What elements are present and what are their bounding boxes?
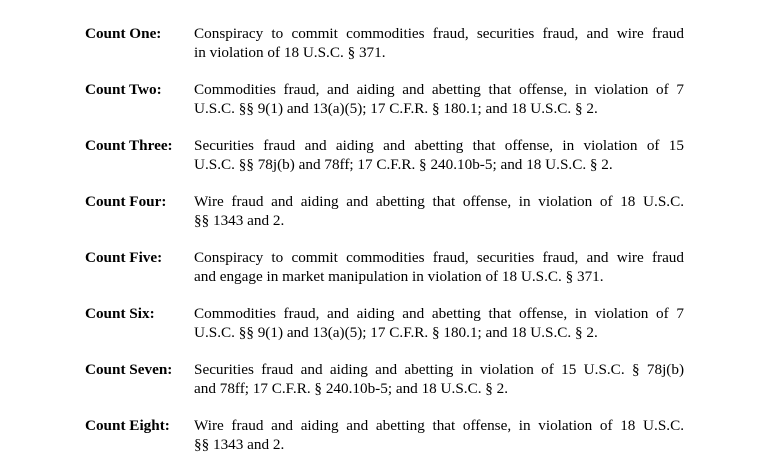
count-label: Count Four:	[85, 193, 167, 210]
count-description-line: Securities fraud and aiding and abetting that offense, in violation of 15	[194, 137, 684, 154]
count-label: Count One:	[85, 25, 162, 42]
count-description-line: Commodities fraud, and aiding and abetting that offense, in violation of 7	[194, 81, 684, 98]
count-description	[194, 304, 684, 342]
count-label: Count Seven:	[85, 361, 173, 378]
count-label: Count Five:	[85, 249, 163, 266]
count-row-two	[85, 80, 695, 136]
count-description	[194, 136, 684, 174]
count-row-four	[85, 192, 695, 248]
count-description	[194, 360, 684, 398]
count-row-one	[85, 24, 695, 80]
count-row-five	[85, 248, 695, 304]
count-row-seven	[85, 360, 695, 416]
count-row-eight	[85, 416, 695, 472]
count-description-line: Securities fraud and aiding and abetting in violation of 15 U.S.C. § 78j(b)	[194, 361, 684, 378]
count-description	[194, 248, 684, 286]
count-description-line: Commodities fraud, and aiding and abetting that offense, in violation of 7	[194, 305, 684, 322]
count-description-line: U.S.C. §§ 9(1) and 13(a)(5); 17 C.F.R. § 180.1; and 18 U.S.C. § 2.	[194, 100, 598, 117]
count-description	[194, 416, 684, 454]
count-description-line: U.S.C. §§ 78j(b) and 78ff; 17 C.F.R. § 240.10b-5; and 18 U.S.C. § 2.	[194, 156, 613, 173]
count-description-line: Conspiracy to commit commodities fraud, securities fraud, and wire fraud	[194, 249, 684, 266]
count-description-line: and engage in market manipulation in violation of 18 U.S.C. § 371.	[194, 268, 604, 285]
count-description-line: U.S.C. §§ 9(1) and 13(a)(5); 17 C.F.R. § 180.1; and 18 U.S.C. § 2.	[194, 324, 598, 341]
count-description-line: §§ 1343 and 2.	[194, 436, 285, 453]
count-label: Count Eight:	[85, 417, 170, 434]
count-description-line: §§ 1343 and 2.	[194, 212, 285, 229]
count-label: Count Three:	[85, 137, 173, 154]
count-list	[85, 24, 695, 472]
count-description	[194, 24, 684, 62]
count-description	[194, 192, 684, 230]
count-description	[194, 80, 684, 118]
count-description-line: in violation of 18 U.S.C. § 371.	[194, 44, 386, 61]
count-label: Count Six:	[85, 305, 155, 322]
count-row-three	[85, 136, 695, 192]
count-row-six	[85, 304, 695, 360]
count-description-line: Conspiracy to commit commodities fraud, securities fraud, and wire fraud	[194, 25, 684, 42]
count-description-line: and 78ff; 17 C.F.R. § 240.10b-5; and 18 U.S.C. § 2.	[194, 380, 509, 397]
count-description-line: Wire fraud and aiding and abetting that offense, in violation of 18 U.S.C.	[194, 193, 684, 210]
count-label: Count Two:	[85, 81, 162, 98]
count-description-line: Wire fraud and aiding and abetting that offense, in violation of 18 U.S.C.	[194, 417, 684, 434]
